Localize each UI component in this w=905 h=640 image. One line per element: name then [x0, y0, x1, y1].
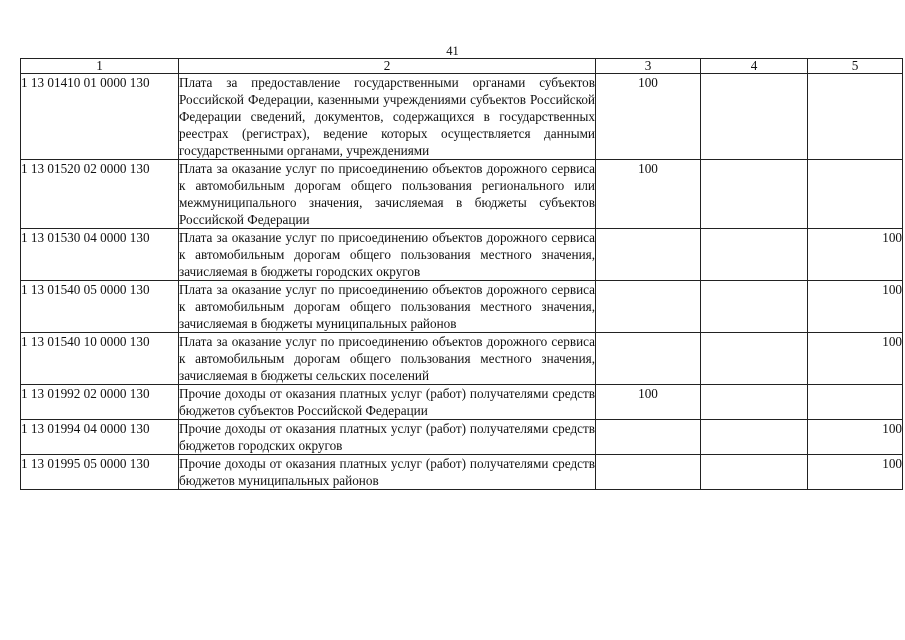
- row-code: 1 13 01992 02 0000 130: [21, 385, 179, 420]
- row-code: 1 13 01540 10 0000 130: [21, 333, 179, 385]
- row-col3-value: [596, 229, 701, 281]
- row-col3-value: 100: [596, 385, 701, 420]
- row-description: Прочие доходы от оказания платных услуг (работ) получателями средств бюджетов муниципальных районов: [179, 456, 595, 488]
- table-header-row: [21, 59, 903, 74]
- row-col3-value: 100: [596, 160, 701, 229]
- header-col-2: 2: [179, 59, 596, 74]
- header-col-1: 1: [21, 59, 179, 74]
- row-col5-value: 100: [808, 455, 903, 490]
- row-code: 1 13 01530 04 0000 130: [21, 229, 179, 281]
- row-col4-value: [701, 455, 808, 490]
- row-code: 1 13 01540 05 0000 130: [21, 281, 179, 333]
- row-description: Плата за оказание услуг по присоединению объектов дорожного сервиса к автомобильным дорогам общего пользования регионального или межмуниципального значения, зачисляемая в бюджеты субъектов Российской Федерации: [179, 161, 595, 227]
- row-col5-value: [808, 385, 903, 420]
- row-col5-value: 100: [808, 281, 903, 333]
- row-code: 1 13 01995 05 0000 130: [21, 455, 179, 490]
- row-col4-value: [701, 333, 808, 385]
- row-description: Плата за оказание услуг по присоединению объектов дорожного сервиса к автомобильным дорогам общего пользования местного значения, зачисляемая в бюджеты городских округов: [179, 230, 595, 279]
- row-col3-value: [596, 333, 701, 385]
- table-row: [21, 333, 903, 385]
- row-col3-value: [596, 281, 701, 333]
- row-col4-value: [701, 229, 808, 281]
- table-row: [21, 385, 903, 420]
- header-col-3: 3: [596, 59, 701, 74]
- row-col4-value: [701, 420, 808, 455]
- row-description: Прочие доходы от оказания платных услуг (работ) получателями средств бюджетов городских округов: [179, 421, 595, 453]
- row-col4-value: [701, 74, 808, 160]
- row-code: 1 13 01520 02 0000 130: [21, 160, 179, 229]
- row-description: Прочие доходы от оказания платных услуг (работ) получателями средств бюджетов субъектов Российской Федерации: [179, 386, 595, 418]
- row-col5-value: [808, 160, 903, 229]
- table-row: [21, 281, 903, 333]
- row-col5-value: 100: [808, 229, 903, 281]
- header-col-5: 5: [808, 59, 903, 74]
- table-row: [21, 160, 903, 229]
- row-col3-value: [596, 455, 701, 490]
- row-col4-value: [701, 160, 808, 229]
- header-col-4: 4: [701, 59, 808, 74]
- row-col4-value: [701, 281, 808, 333]
- table-row: [21, 455, 903, 490]
- row-description: Плата за оказание услуг по присоединению объектов дорожного сервиса к автомобильным дорогам общего пользования местного значения, зачисляемая в бюджеты сельских поселений: [179, 334, 595, 383]
- row-description: Плата за оказание услуг по присоединению объектов дорожного сервиса к автомобильным дорогам общего пользования местного значения, зачисляемая в бюджеты муниципальных районов: [179, 282, 595, 331]
- table-row: [21, 74, 903, 160]
- page-number: 41: [446, 44, 459, 58]
- table-row: [21, 229, 903, 281]
- row-code: 1 13 01994 04 0000 130: [21, 420, 179, 455]
- row-col3-value: 100: [596, 74, 701, 160]
- row-col5-value: 100: [808, 420, 903, 455]
- row-code: 1 13 01410 01 0000 130: [21, 74, 179, 160]
- row-description: Плата за предоставление государственными органами субъектов Российской Федерации, казенными учреждениями субъектов Российской Федерации сведений, документов, содержащихся в государственных реестрах (регистрах), ведение которых осуществляется данными государственными органами, учреждениями: [179, 75, 595, 158]
- table-row: [21, 420, 903, 455]
- row-col5-value: [808, 74, 903, 160]
- row-col3-value: [596, 420, 701, 455]
- row-col5-value: 100: [808, 333, 903, 385]
- revenue-codes-table: [20, 58, 903, 490]
- row-col4-value: [701, 385, 808, 420]
